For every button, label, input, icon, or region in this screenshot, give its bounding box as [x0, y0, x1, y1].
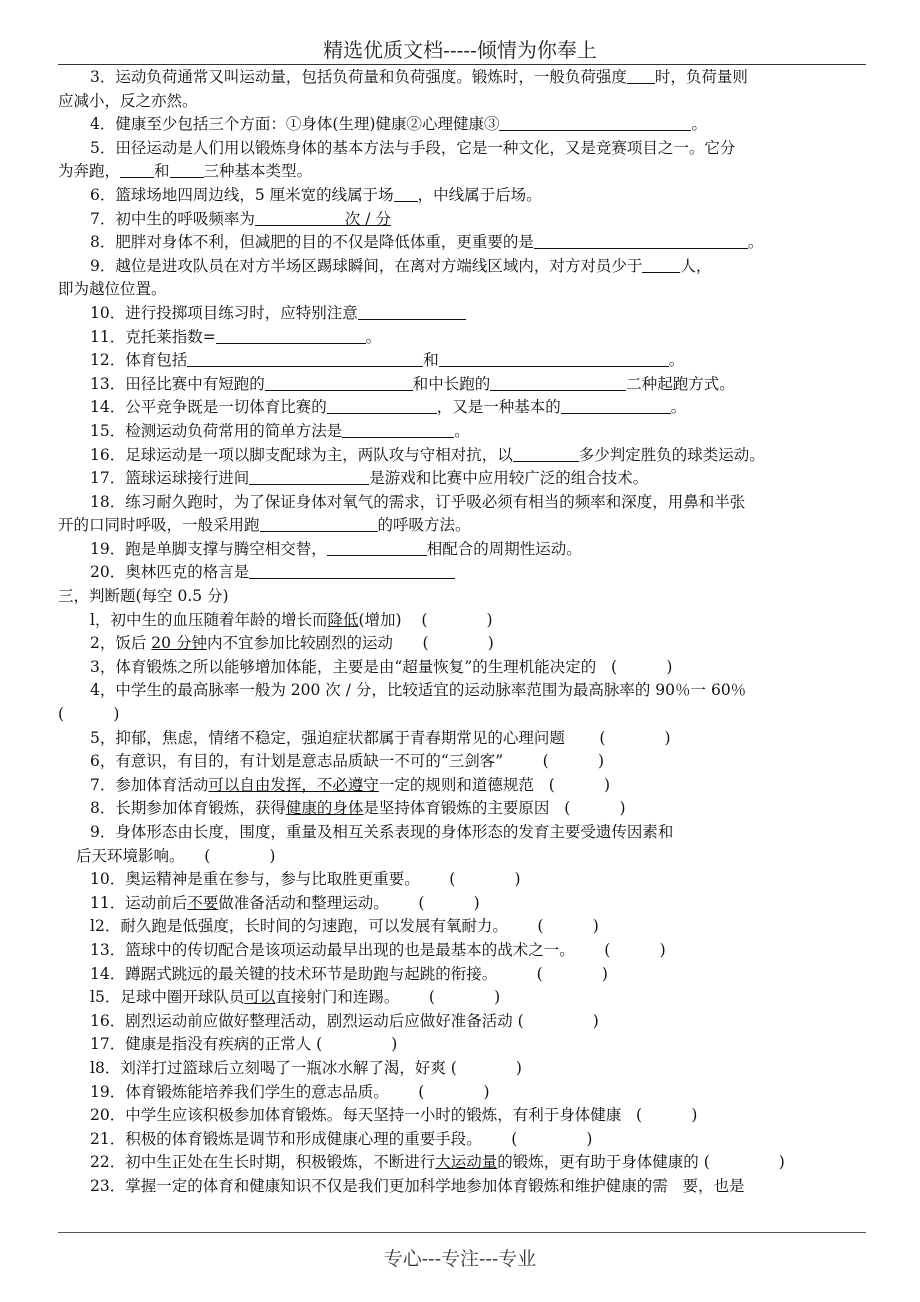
tf-question-1: l，初中生的血压随着年龄的增长而降低(增加) ( ) — [90, 610, 493, 629]
answer-blank — [499, 113, 691, 131]
answer-parens: ( ) — [418, 893, 480, 912]
answer-parens: ( ) — [428, 988, 501, 1007]
tf-question-21: 21．积极的体育锻炼是调节和形成健康心理的重要手段。 ( ) — [90, 1129, 593, 1148]
question-12: 12．体育包括 和 。 — [90, 351, 685, 370]
page-header: 精选优质文档-----倾情为你奉上 — [323, 38, 597, 62]
answer-parens: ( ) — [548, 775, 611, 794]
tf-question-4: 4，中学生的最高脉率一般为 200 次 / 分，比较适宜的运动脉率范围为最高脉率的 90％一 60％ — [90, 681, 747, 700]
tf-question-12: l2．耐久跑是低强度，长时间的匀速跑，可以发展有氧耐力。 ( ) — [90, 917, 599, 936]
tf-question-16: 16．剧烈运动前应做好整理活动，剧烈运动后应做好准备活动 ( ) — [90, 1011, 599, 1030]
question-13: 13．田径比赛中有短跑的 和中长跑的 二种起跑方式。 — [90, 374, 735, 393]
question-14: 14．公平竞争既是一切体育比赛的 ，又是一种基本的 。 — [90, 398, 687, 417]
question-9-continued: 即为越位位置。 — [58, 280, 167, 299]
question-3-continued: 应减小，反之亦然。 — [58, 91, 198, 110]
answer-parens: ( ) — [536, 964, 608, 983]
tf-question-18: l8．刘洋打过篮球后立刻喝了一瓶冰水解了渴，好爽 ( ) — [90, 1058, 522, 1077]
page-footer: 专心---专注---专业 — [383, 1248, 537, 1270]
answer-blank — [394, 184, 418, 202]
answer-blank — [216, 326, 366, 344]
section-title: 三，判断题(每空 0.5 分) — [58, 587, 229, 606]
answer-blank — [327, 396, 437, 414]
answer-blank — [490, 373, 626, 391]
tf-question-9-continued: 后天环境影响。 ( ) — [76, 846, 276, 865]
document-body — [58, 66, 868, 1199]
question-19: 19．跑是单脚支撑与腾空相交替， 相配合的周期性运动。 — [90, 539, 582, 558]
answer-parens: ( ) — [517, 1011, 599, 1030]
answer-blank — [627, 66, 655, 84]
question-9: 9．越位是进攻队员在对方半场区踢球瞬间，在离对方端线区域内，对方对员少于 人， — [90, 256, 712, 275]
tf-question-14: 14．蹲踞式跳远的最关键的技术环节是助跑与起跳的衔接。 ( ) — [90, 964, 608, 983]
tf-question-6: 6，有意识，有目的，有计划是意志品质缺一不可的“三剑客” ( ) — [90, 752, 605, 771]
answer-blank — [255, 208, 345, 226]
answer-blank — [358, 302, 466, 320]
question-5: 5．田径运动是人们用以锻炼身体的基本方法与手段，它是一种文化，又是竞赛项目之一。它分 — [90, 138, 736, 157]
question-16: 16．足球运动是一项以脚支配球为主，两队攻与守相对抗，以 多少判定胜负的球类运动。 — [90, 445, 765, 464]
tf-question-2: 2，饭后 20 分钟内不宜参加比较剧烈的运动 ( ) — [90, 634, 494, 653]
answer-parens: ( ) — [450, 1058, 522, 1077]
answer-blank — [327, 538, 427, 556]
answer-parens: ( ) — [604, 940, 666, 959]
answer-blank — [170, 160, 204, 178]
tf-question-17: 17．健康是指没有疾病的正常人 ( ) — [90, 1035, 398, 1054]
answer-parens: ( ) — [422, 634, 494, 653]
question-10: 10．进行投掷项目练习时，应特别注意 — [58, 302, 868, 326]
tf-question-22: 22．初中生正处在生长时期，积极锻炼，不断进行大运动量的锻炼，更有助于身体健康的 ( ) — [90, 1153, 785, 1172]
answer-parens: ( ) — [537, 917, 599, 936]
question-8: 8．肥胖对身体不利，但减肥的目的不仅是降低体重，更重要的是 。 — [90, 233, 764, 252]
answer-blank — [561, 396, 671, 414]
question-3: 3．运动负荷通常又叫运动量，包括负荷量和负荷强度。锻炼时，一般负荷强度 时，负荷量则 — [90, 68, 748, 86]
answer-blank — [187, 349, 423, 367]
answer-blank — [342, 420, 454, 438]
answer-parens: ( ) — [511, 1129, 593, 1148]
tf-question-23: 23．掌握一定的体育和健康知识不仅是我们更加科学地参加体育锻炼和维护健康的需 要，也是 — [90, 1176, 745, 1195]
tf-question-10: 10．奥运精神是重在参与，参与比取胜更重要。 ( ) — [90, 870, 521, 889]
question-6: 6．篮球场地四周边线，5 厘米宽的线属于场 ，中线属于后场。 — [90, 185, 542, 204]
answer-parens: ( ) — [611, 657, 673, 676]
footer-rule — [58, 1232, 866, 1233]
answer-parens: ( ) — [599, 728, 671, 747]
answer-blank — [513, 444, 579, 462]
header-rule — [58, 64, 866, 65]
tf-question-9: 9．身体形态由长度，围度，重量及相互关系表现的身体形态的发育主要受遗传因素和 — [90, 823, 674, 841]
answer-blank — [249, 467, 369, 485]
tf-question-5: 5，抑郁，焦虑，情绪不稳定，强迫症状都属于青春期常见的心理问题 ( ) — [90, 728, 671, 747]
answer-parens: ( ) — [316, 1035, 398, 1054]
answer-blank — [642, 255, 680, 273]
answer-parens: ( ) — [636, 1106, 698, 1125]
answer-blank — [120, 160, 154, 178]
tf-question-15: l5．足球中圈开球队员可以直接射门和连踢。 ( ) — [90, 988, 501, 1007]
tf-question-8: 8．长期参加体育锻炼，获得健康的身体是坚持体育锻炼的主要原因 ( ) — [90, 799, 626, 818]
question-11: 11．克托莱指数= 。 — [90, 327, 382, 346]
question-18-continued: 开的口同时呼吸，一般采用跑 的呼吸方法。 — [58, 516, 471, 535]
answer-blank — [249, 561, 455, 579]
question-17: 17．篮球运球接行进间 是游戏和比赛中应用较广泛的组合技术。 — [90, 469, 649, 488]
question-15: 15．检测运动负荷常用的简单方法是 。 — [90, 421, 470, 440]
question-20: 20．奥林匹克的格言是 — [58, 561, 868, 585]
answer-parens: ( ) — [418, 1082, 490, 1101]
answer-blank — [534, 231, 748, 249]
tf-question-11: 11．运动前后不要做准备活动和整理运动。 ( ) — [90, 893, 480, 912]
answer-parens: ( ) — [449, 870, 521, 889]
tf-question-3: 3，体育锻炼之所以能够增加体能，主要是由“超量恢复”的生理机能决定的 ( ) — [90, 657, 673, 676]
question-4: 4．健康至少包括三个方面：①身体(生理)健康②心理健康③ 。 — [90, 115, 707, 134]
tf-question-4-continued — [58, 703, 868, 727]
answer-blank — [439, 349, 669, 367]
answer-parens: ( ) — [421, 610, 493, 629]
tf-question-7: 7．参加体育活动可以自由发挥，不必遵守一定的规则和道德规范 ( ) — [90, 775, 611, 794]
tf-question-13: 13．篮球中的传切配合是该项运动最早出现的也是最基本的战术之一。 ( ) — [90, 940, 666, 959]
answer-parens: ( ) — [564, 799, 626, 818]
answer-parens: ( ) — [703, 1153, 785, 1172]
answer-parens: ( ) — [204, 846, 276, 865]
tf-question-19: 19．体育锻炼能培养我们学生的意志品质。 ( ) — [90, 1082, 490, 1101]
question-5-continued: 为奔跑， 和 三种基本类型。 — [58, 162, 313, 181]
tf-question-20: 20．中学生应该积极参加体育锻炼。每天坚持一小时的锻炼，有利于身体健康 ( ) — [90, 1106, 698, 1125]
question-7: 7．初中生的呼吸频率为 次 / 分 — [90, 209, 391, 228]
question-18: 18．练习耐久跑时，为了保证身体对氧气的需求，订乎吸必须有相当的频率和深度，用鼻和半张 — [90, 492, 746, 511]
answer-blank — [265, 373, 413, 391]
answer-parens: ( ) — [58, 705, 120, 724]
answer-parens: ( ) — [542, 752, 605, 771]
answer-blank — [260, 514, 378, 532]
